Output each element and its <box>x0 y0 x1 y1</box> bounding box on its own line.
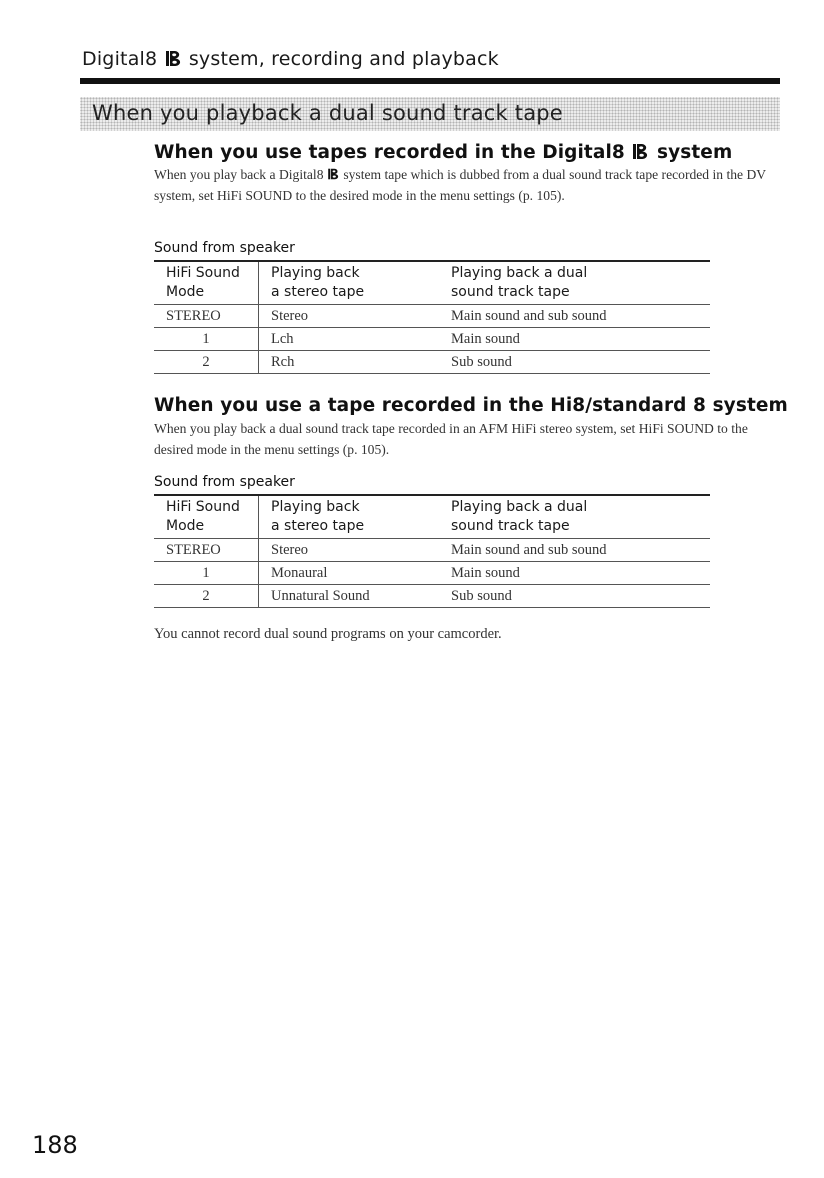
table-cell-mode: 2 <box>154 351 259 374</box>
section2-heading: When you use a tape recorded in the Hi8/standard 8 system <box>154 395 788 416</box>
table-cell-dual: Main sound <box>439 562 710 585</box>
section2-table <box>154 494 710 608</box>
section1-heading-prefix: When you use tapes recorded in the Digital8 <box>154 142 625 163</box>
section2-body: When you play back a dual sound track tape recorded in an AFM HiFi stereo system, set HiFi SOUND to the desired mode in the menu settings (p. 105). <box>154 421 748 457</box>
note-text: You cannot record dual sound programs on your camcorder. <box>154 626 502 642</box>
table-row <box>154 351 710 374</box>
page-header <box>82 48 499 70</box>
section1-heading <box>154 142 732 163</box>
table-header-mode: HiFi Sound Mode <box>154 495 259 539</box>
table-row <box>154 562 710 585</box>
header-title-prefix: Digital8 <box>82 48 158 70</box>
table-cell-dual: Sub sound <box>439 351 710 374</box>
table-cell-dual: Main sound and sub sound <box>439 539 710 562</box>
section1-body-suffix: system tape which is dubbed from a dual sound track tape recorded in the DV system, set HiFi SOUND to the desired mode in the menu settings (p. 105). <box>154 167 766 203</box>
table-cell-stereo: Stereo <box>259 539 440 562</box>
table-row <box>154 585 710 608</box>
header-title-suffix: system, recording and playback <box>188 48 499 70</box>
table-cell-mode: STEREO <box>154 305 259 328</box>
section1-heading-suffix: system <box>656 142 733 163</box>
table-row <box>154 539 710 562</box>
table-cell-dual: Sub sound <box>439 585 710 608</box>
table-cell-stereo: Monaural <box>259 562 440 585</box>
table-header-row <box>154 495 710 539</box>
table-cell-stereo: Lch <box>259 328 440 351</box>
section2-table-caption: Sound from speaker <box>154 474 295 490</box>
digital8-logo-icon <box>328 168 339 180</box>
section1-body-prefix: When you play back a Digital8 <box>154 167 324 182</box>
section1-body <box>154 164 784 206</box>
table-cell-stereo: Unnatural Sound <box>259 585 440 608</box>
table-row <box>154 305 710 328</box>
section-banner <box>80 97 780 131</box>
digital8-logo-icon <box>633 143 648 160</box>
table-header-dual: Playing back a dual sound track tape <box>439 495 710 539</box>
table-header-row <box>154 261 710 305</box>
header-rule <box>80 78 780 84</box>
table-header-dual: Playing back a dual sound track tape <box>439 261 710 305</box>
table-cell-mode: 1 <box>154 562 259 585</box>
table-cell-dual: Main sound and sub sound <box>439 305 710 328</box>
table-header-stereo: Playing back a stereo tape <box>259 495 440 539</box>
table-cell-mode: STEREO <box>154 539 259 562</box>
table-cell-stereo: Rch <box>259 351 440 374</box>
digital8-logo-icon <box>166 50 181 67</box>
section1-table <box>154 260 710 374</box>
table-header-stereo: Playing back a stereo tape <box>259 261 440 305</box>
section1-table-caption: Sound from speaker <box>154 240 295 256</box>
table-cell-mode: 2 <box>154 585 259 608</box>
table-cell-dual: Main sound <box>439 328 710 351</box>
table-row <box>154 328 710 351</box>
banner-title: When you playback a dual sound track tape <box>92 101 563 125</box>
table-cell-mode: 1 <box>154 328 259 351</box>
table-header-mode: HiFi Sound Mode <box>154 261 259 305</box>
page-number: 188 <box>32 1131 78 1159</box>
table-cell-stereo: Stereo <box>259 305 440 328</box>
